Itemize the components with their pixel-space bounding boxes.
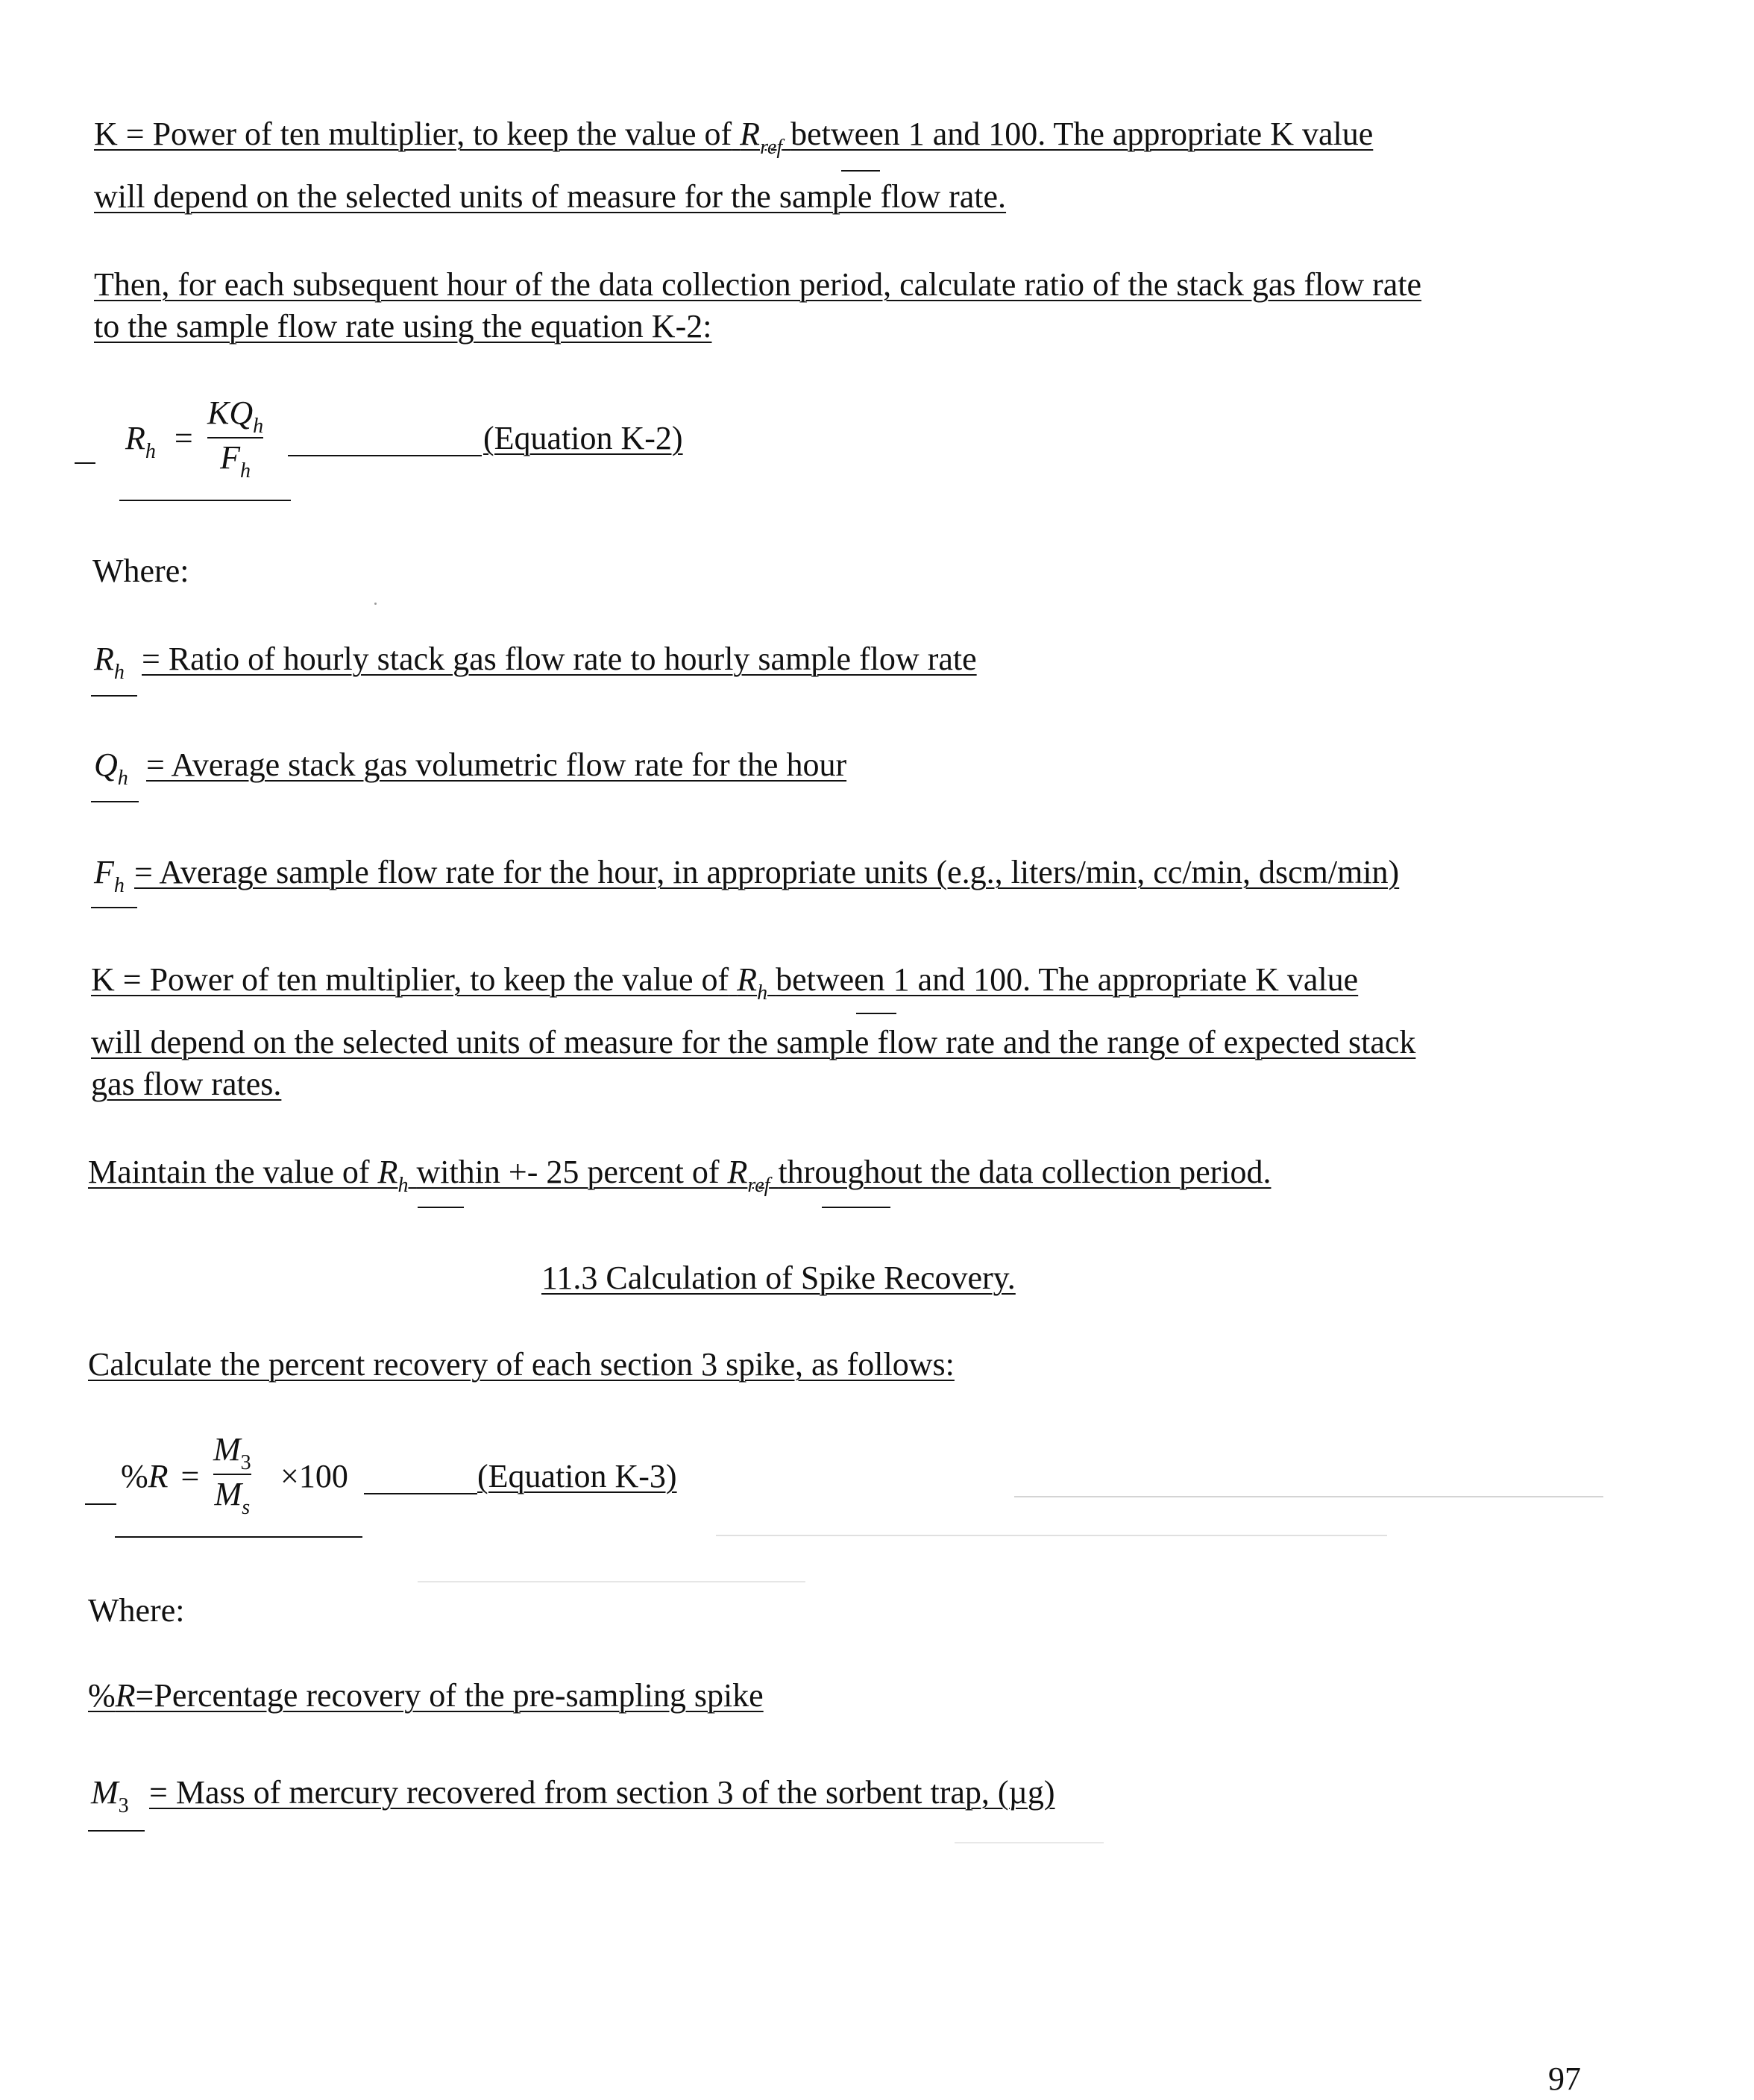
def-percent-r-symbol: %R: [88, 1677, 136, 1714]
eq3-underline: [115, 1536, 362, 1538]
scan-artifact-line-2: [716, 1535, 1387, 1536]
def-qh-underbar: [91, 801, 139, 802]
eq2-fraction: [207, 394, 263, 482]
k-def-text-a: K = Power of ten multiplier, to keep the value of: [94, 116, 732, 152]
def-rh-symbol: $R_h$: [94, 641, 125, 684]
r-ref-symbol: $R_{ref}$: [740, 116, 783, 159]
eq2-numerator: $KQ_h$: [207, 394, 264, 438]
where-label-2: Where:: [88, 1592, 185, 1629]
eq3-fraction: [213, 1430, 251, 1518]
maintain-rref: $R_{ref}$: [727, 1154, 770, 1197]
eq2-label: (Equation K-2): [483, 420, 683, 456]
def-m3-underbar: [88, 1830, 145, 1832]
def-qh-text: = Average stack gas volumetric flow rate for the hour: [146, 746, 847, 783]
eq3-left-dash: [85, 1503, 116, 1505]
r-h-symbol: $R_h$: [737, 961, 768, 1005]
def-fh-underbar: [91, 907, 137, 908]
scan-artifact-line-1: [1014, 1496, 1603, 1497]
def-rh-underbar: [91, 695, 137, 697]
def-rh-text: = Ratio of hourly stack gas flow rate to hourly sample flow rate: [142, 641, 977, 677]
def-m3-text: = Mass of mercury recovered from section 3 of the sorbent trap, (µg): [149, 1774, 1055, 1811]
section-heading: 11.3 Calculation of Spike Recovery.: [541, 1260, 1016, 1296]
eq3-percent-r: %R: [121, 1458, 169, 1494]
k-definition-2-line-2: will depend on the selected units of measure for the sample flow rate and the range of expected stack: [91, 1024, 1416, 1060]
maintain-rh: $R_h$: [377, 1154, 409, 1197]
eq3-denominator: $M_s$: [214, 1476, 251, 1519]
page-number: 97: [1548, 2060, 1581, 2097]
eq3-times-100: ×100: [280, 1458, 348, 1494]
def-fh-symbol: $F_h$: [94, 854, 125, 897]
k-definition-2-line-1: K = Power of ten multiplier, to keep the value of $R_h$ between 1 and 100. The appropriate K value: [91, 961, 1359, 1005]
r-h-underbar: [856, 1013, 896, 1014]
eq2-left-dash: [75, 462, 95, 464]
scan-artifact-line-4: [955, 1842, 1104, 1843]
def-m3-symbol: $M_3$: [91, 1774, 129, 1817]
eq3-label: (Equation K-3): [477, 1458, 677, 1494]
maintain-rh-underbar: [418, 1207, 464, 1208]
scan-artifact-line-3: [418, 1581, 805, 1582]
eq2-fill-line: [288, 455, 482, 456]
eq2-underline: [119, 500, 291, 501]
eq3-lhs: %R =: [121, 1458, 200, 1494]
where-label-1: Where:: [92, 553, 189, 589]
def-fh-text: = Average sample flow rate for the hour, in appropriate units (e.g., liters/min, cc/min, dscm/min): [134, 854, 1400, 890]
def-qh-symbol: $Q_h$: [94, 746, 128, 790]
maintain-line: Maintain the value of $R_h$ within +- 25 percent of $R_{ref}$ throughout the data collection period.: [88, 1154, 1272, 1197]
maintain-rref-underbar: [822, 1207, 890, 1208]
r-ref-underbar: [841, 170, 880, 172]
eq3-numerator: $M_3$: [213, 1431, 251, 1474]
k-definition-line-2: will depend on the selected units of measure for the sample flow rate.: [94, 178, 1007, 215]
eq2-denominator: $F_h$: [220, 439, 251, 482]
k-definition-2-line-3: gas flow rates.: [91, 1066, 282, 1102]
k-def-text-b: between 1 and 100. The appropriate K value: [790, 116, 1374, 152]
def-percent-r: %R=Percentage recovery of the pre-sampling spike: [88, 1677, 764, 1714]
eq2-lhs: $R_h$ =: [125, 420, 193, 463]
scan-speck: [374, 603, 377, 605]
then-line-2: to the sample flow rate using the equation K-2:: [94, 308, 712, 345]
then-line-1: Then, for each subsequent hour of the data collection period, calculate ratio of the stack gas flow rate: [94, 266, 1422, 303]
calculate-line: Calculate the percent recovery of each section 3 spike, as follows:: [88, 1346, 955, 1383]
eq3-fill-line: [364, 1493, 477, 1494]
k-definition-line-1: [94, 113, 1373, 160]
